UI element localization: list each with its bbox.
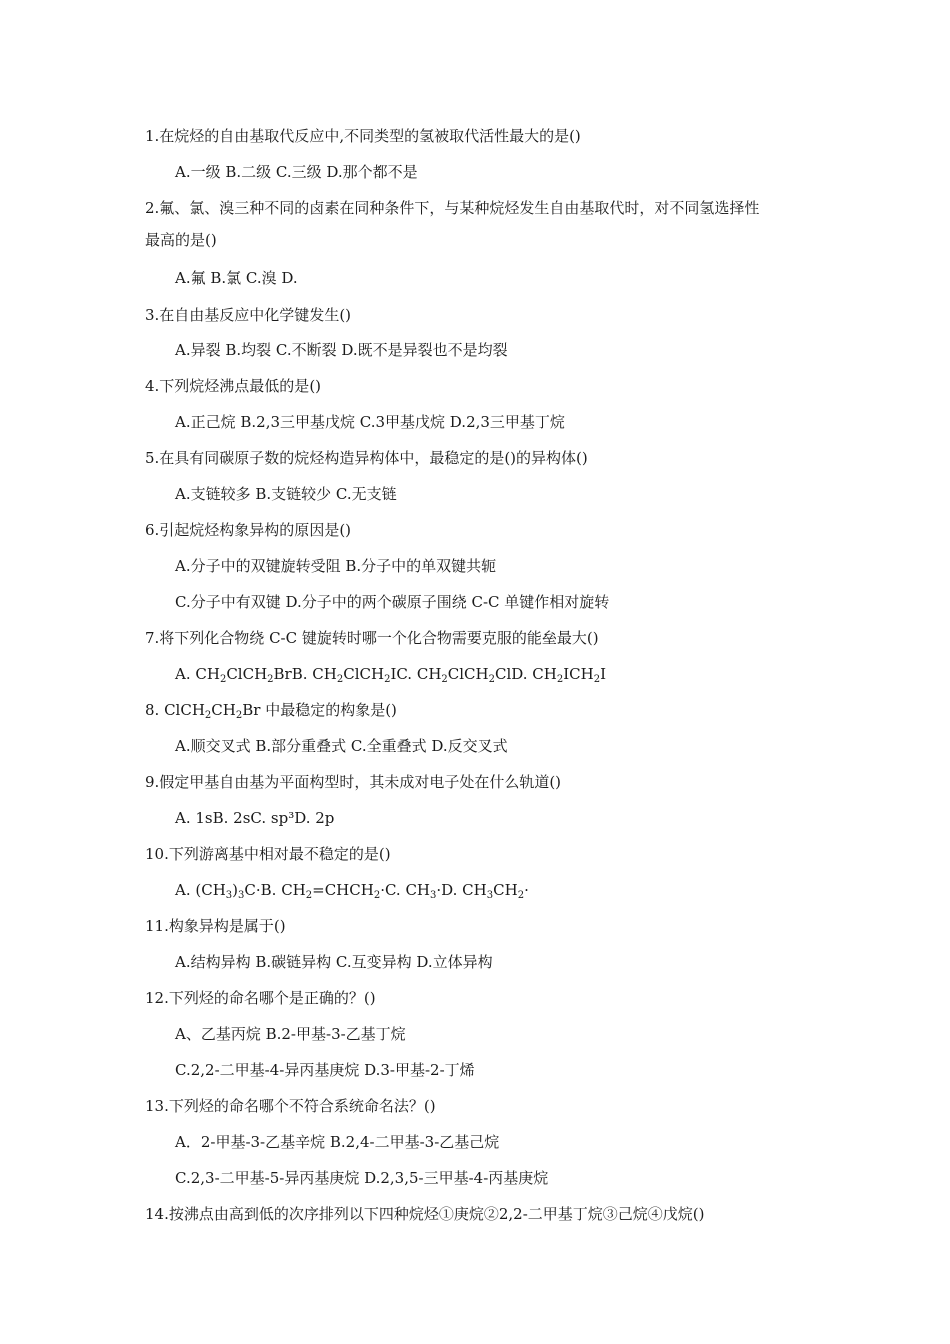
question-1: 1.在烷烃的自由基取代反应中,不同类型的氢被取代活性最大的是() bbox=[145, 127, 581, 145]
question-9-options: A. 1sB. 2sC. sp³D. 2p bbox=[175, 809, 335, 827]
question-6: 6.引起烷烃构象异构的原因是() bbox=[145, 521, 352, 539]
question-12-options-line1: A、乙基丙烷 B.2-甲基-3-乙基丁烷 bbox=[175, 1025, 406, 1043]
question-6-options-line1: A.分子中的双键旋转受阻 B.分子中的单双键共轭 bbox=[175, 557, 497, 575]
question-13-options-line1: A．2-甲基-3-乙基辛烷 B.2,4-二甲基-3-乙基己烷 bbox=[175, 1133, 500, 1151]
question-11: 11.构象异构是属于() bbox=[145, 917, 286, 935]
question-10-options: A. $(CH_3)_3C\cdot B$. $CH_2=CHCH_2\cdot C$. $CH_3\cdot D$. $CH_3CH_2\cdot$ bbox=[175, 881, 529, 901]
question-1-options: A.一级 B.二级 C.三级 D.那个都不是 bbox=[175, 163, 418, 181]
question-2: 2.氟、氯、溴三种不同的卤素在同种条件下，与某种烷烃发生自由基取代时，对不同氢选择性 bbox=[145, 199, 760, 217]
question-7: 7.将下列化合物绕 C-C 键旋转时哪一个化合物需要克服的能垒最大() bbox=[145, 629, 599, 647]
question-2-continued: 最高的是() bbox=[145, 231, 217, 249]
question-5-options: A.支链较多 B.支链较少 C.无支链 bbox=[175, 485, 397, 503]
question-7-options: A. $CH_2ClCH_2BrB$. $CH_2ClCH_2IC$. $CH_2ClCH_2ClD$. $CH_2ICH_2I$ bbox=[175, 665, 607, 685]
question-3-options: A.异裂 B.均裂 C.不断裂 D.既不是异裂也不是均裂 bbox=[175, 341, 508, 359]
question-4-options: A.正己烷 B.2,3三甲基戊烷 C.3甲基戊烷 D.2,3三甲基丁烷 bbox=[175, 413, 565, 431]
question-6-options-line2: C.分子中有双键 D.分子中的两个碳原子围绕 C-C 单键作相对旋转 bbox=[175, 593, 610, 611]
question-4: 4.下列烷烃沸点最低的是() bbox=[145, 377, 322, 395]
question-10: 10.下列游离基中相对最不稳定的是() bbox=[145, 845, 391, 863]
question-12-options-line2: C.2,2-二甲基-4-异丙基庚烷 D.3-甲基-2-丁烯 bbox=[175, 1061, 475, 1079]
question-8: 8. $ClCH_2CH_2Br$ 中最稳定的构象是() bbox=[145, 701, 397, 721]
question-12: 12.下列烃的命名哪个是正确的？() bbox=[145, 989, 376, 1007]
question-3: 3.在自由基反应中化学键发生() bbox=[145, 306, 352, 324]
question-11-options: A.结构异构 B.碳链异构 C.互变异构 D.立体异构 bbox=[175, 953, 493, 971]
question-13: 13.下列烃的命名哪个不符合系统命名法？() bbox=[145, 1097, 436, 1115]
question-14: 14.按沸点由高到低的次序排列以下四种烷烃①庚烷②2,2-二甲基丁烷③己烷④戊烷() bbox=[145, 1205, 705, 1223]
question-5: 5.在具有同碳原子数的烷烃构造异构体中，最稳定的是()的异构体() bbox=[145, 449, 588, 467]
question-8-options: A.顺交叉式 B.部分重叠式 C.全重叠式 D.反交叉式 bbox=[175, 737, 508, 755]
question-13-options-line2: C.2,3-二甲基-5-异丙基庚烷 D.2,3,5-三甲基-4-丙基庚烷 bbox=[175, 1169, 549, 1187]
question-2-options: A.氟 B.氯 C.溴 D. bbox=[175, 269, 298, 287]
question-9: 9.假定甲基自由基为平面构型时，其未成对电子处在什么轨道() bbox=[145, 773, 562, 791]
